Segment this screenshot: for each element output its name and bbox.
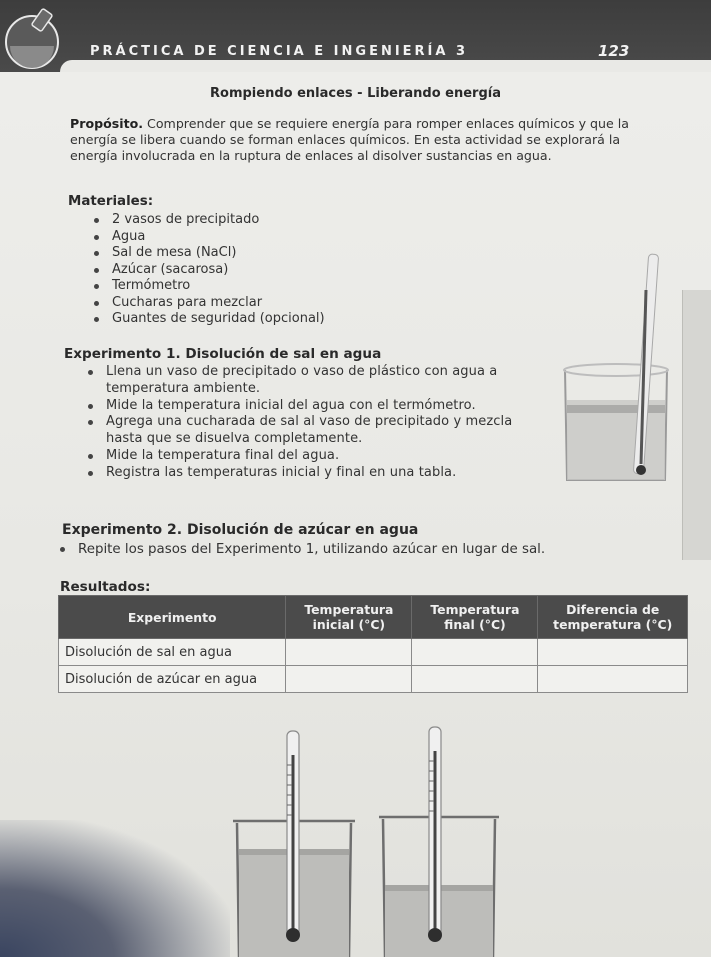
table-header-row: [59, 596, 688, 639]
experiment2-steps: [78, 541, 678, 558]
difference-cell[interactable]: [538, 666, 688, 693]
list-item: Llena un vaso de precipitado o vaso de plástico con agua a temperatura ambiente.: [106, 364, 546, 398]
column-header-temp-difference: Diferencia de temperatura (°C): [538, 596, 688, 639]
column-header-final-temp: Temperatura final (°C): [412, 596, 538, 639]
experiment1-title: Experimento 1. Disolución de sal en agua: [64, 346, 382, 362]
flask-icon: [2, 6, 72, 72]
initial-temp-cell[interactable]: [286, 639, 412, 666]
beaker-salt: [233, 731, 355, 957]
activity-subtitle: Rompiendo enlaces - Liberando energía: [210, 86, 501, 101]
list-item: 2 vasos de precipitado: [112, 212, 325, 229]
two-beakers-illustration: [225, 725, 515, 957]
table-row: [59, 666, 688, 693]
purpose-text: Comprender que se requiere energía para romper enlaces químicos y que la energía se libera cuando se forman enlaces químicos. En esta actividad se explorará la energía involucrada en la ruptura de enlaces al disolver sustancias en agua.: [70, 116, 629, 163]
row-label: Disolución de sal en agua: [59, 639, 286, 666]
list-item: Agua: [112, 229, 325, 246]
page-number: 123: [598, 42, 630, 60]
column-header-experiment: Experimento: [59, 596, 286, 639]
column-header-initial-temp: Temperatura inicial (°C): [286, 596, 412, 639]
results-table: [58, 595, 688, 693]
experiment2-title: Experimento 2. Disolución de azúcar en agua: [62, 522, 419, 538]
final-temp-cell[interactable]: [412, 639, 538, 666]
beaker-thermometer-illustration: [545, 250, 685, 490]
final-temp-cell[interactable]: [412, 666, 538, 693]
list-item: Registra las temperaturas inicial y final en una tabla.: [106, 465, 546, 482]
purpose-label: Propósito.: [70, 116, 144, 131]
experiment1-steps: [106, 364, 546, 482]
beaker-sugar: [379, 727, 499, 957]
list-item: Cucharas para mezclar: [112, 295, 325, 312]
materials-list: [112, 212, 325, 328]
list-item: Mide la temperatura inicial del agua con el termómetro.: [106, 398, 546, 415]
practice-title: PRÁCTICA DE CIENCIA E INGENIERÍA 3: [90, 44, 469, 59]
difference-cell[interactable]: [538, 639, 688, 666]
list-item: Mide la temperatura final del agua.: [106, 448, 546, 465]
table-row: [59, 639, 688, 666]
list-item: Agrega una cucharada de sal al vaso de precipitado y mezcla hasta que se disuelva completamente.: [106, 414, 546, 448]
header-band: [0, 0, 711, 72]
desk-shadow: [0, 820, 230, 957]
purpose-paragraph: [70, 116, 660, 164]
list-item: Sal de mesa (NaCl): [112, 245, 325, 262]
row-label: Disolución de azúcar en agua: [59, 666, 286, 693]
results-title: Resultados:: [60, 579, 151, 595]
list-item: Guantes de seguridad (opcional): [112, 311, 325, 326]
list-item: Termómetro: [112, 278, 325, 295]
list-item: Azúcar (sacarosa): [112, 262, 325, 279]
background-paper-sheet: [682, 290, 711, 560]
list-item: Repite los pasos del Experimento 1, utilizando azúcar en lugar de sal.: [78, 541, 678, 558]
initial-temp-cell[interactable]: [286, 666, 412, 693]
materials-title: Materiales:: [68, 194, 154, 209]
